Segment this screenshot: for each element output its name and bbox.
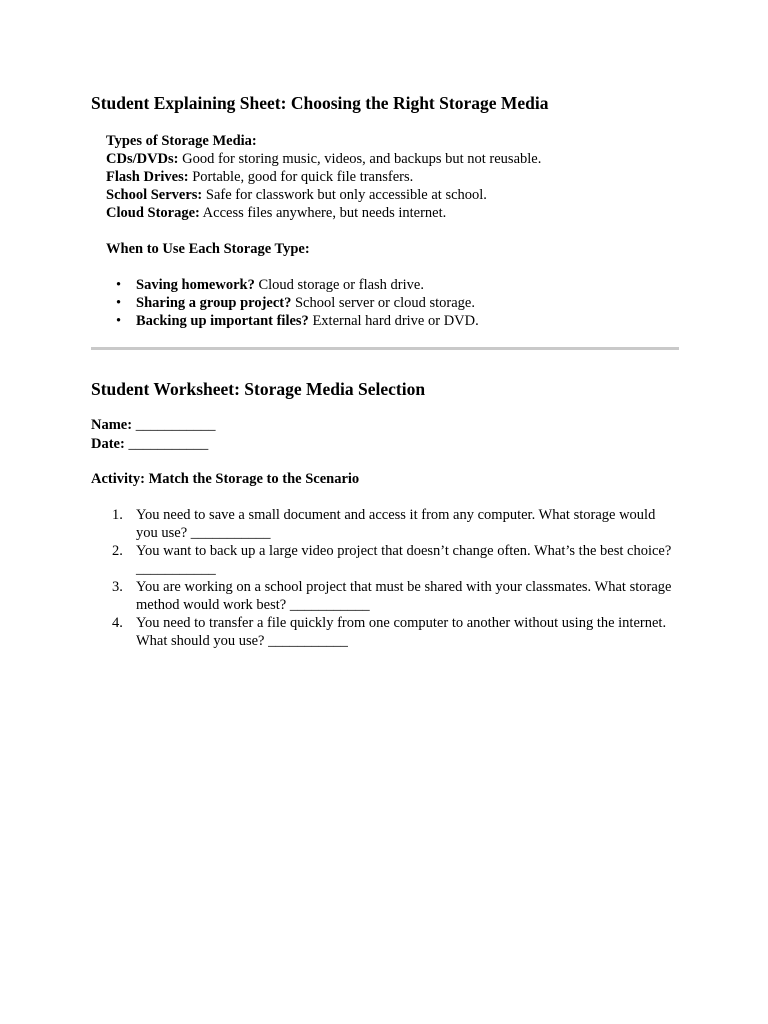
types-heading: Types of Storage Media:	[106, 133, 257, 149]
type-item-cloud-storage	[106, 204, 679, 222]
type-label: School Servers:	[106, 187, 203, 203]
date-blank: ___________	[124, 436, 209, 452]
use-text: School server or cloud storage.	[291, 295, 475, 311]
list-item	[116, 312, 679, 330]
question-text: You want to back up a large video project that doesn’t change often. What’s the best choice? ___________	[136, 543, 672, 577]
type-item-flash-drives	[106, 168, 679, 186]
question-text: You are working on a school project that must be shared with your classmates. What storage method would work best? ___________	[136, 579, 672, 613]
worksheet-title: Student Worksheet: Storage Media Selection	[91, 379, 426, 399]
use-label: Saving homework?	[136, 277, 255, 293]
bullet-icon: •	[116, 277, 122, 293]
usage-bullet-list	[91, 276, 679, 330]
document-content	[91, 92, 679, 650]
name-field	[91, 416, 679, 435]
name-blank: ___________	[132, 417, 216, 433]
use-text: Cloud storage or flash drive.	[254, 277, 424, 293]
storage-types-section	[106, 132, 679, 258]
date-field	[91, 435, 679, 454]
list-item	[112, 578, 679, 614]
type-text: Portable, good for quick file transfers.	[188, 169, 414, 185]
type-label: CDs/DVDs:	[106, 151, 179, 167]
explaining-sheet-title: Student Explaining Sheet: Choosing the Right Storage Media	[91, 93, 549, 113]
use-text: External hard drive or DVD.	[308, 313, 479, 329]
type-text: Safe for classwork but only accessible at school.	[202, 187, 487, 203]
question-number: 3.	[112, 579, 123, 595]
type-item-school-servers	[106, 186, 679, 204]
bullet-icon: •	[116, 295, 122, 311]
list-item	[112, 506, 679, 542]
question-text: You need to save a small document and access it from any computer. What storage would you use? ___________	[136, 507, 656, 541]
question-number: 2.	[112, 543, 123, 559]
when-to-use-heading: When to Use Each Storage Type:	[106, 241, 310, 257]
question-list	[91, 506, 679, 650]
type-item-cds	[106, 150, 679, 168]
section-divider	[91, 347, 679, 350]
name-date-fields	[91, 416, 679, 454]
type-label: Cloud Storage:	[106, 205, 200, 221]
bullet-icon: •	[116, 313, 122, 329]
type-text: Good for storing music, videos, and backups but not reusable.	[178, 151, 542, 167]
date-label: Date:	[91, 436, 125, 452]
list-item	[116, 294, 679, 312]
use-label: Sharing a group project?	[136, 295, 292, 311]
question-number: 4.	[112, 615, 123, 631]
list-item	[112, 542, 679, 578]
activity-heading: Activity: Match the Storage to the Scenario	[91, 471, 360, 487]
name-label: Name:	[91, 417, 133, 433]
question-text: You need to transfer a file quickly from one computer to another without using the internet. What should you use? ___________	[136, 615, 667, 649]
list-item	[116, 276, 679, 294]
list-item	[112, 614, 679, 650]
use-label: Backing up important files?	[136, 313, 309, 329]
type-label: Flash Drives:	[106, 169, 189, 185]
question-number: 1.	[112, 507, 123, 523]
type-text: Access files anywhere, but needs internet.	[199, 205, 447, 221]
